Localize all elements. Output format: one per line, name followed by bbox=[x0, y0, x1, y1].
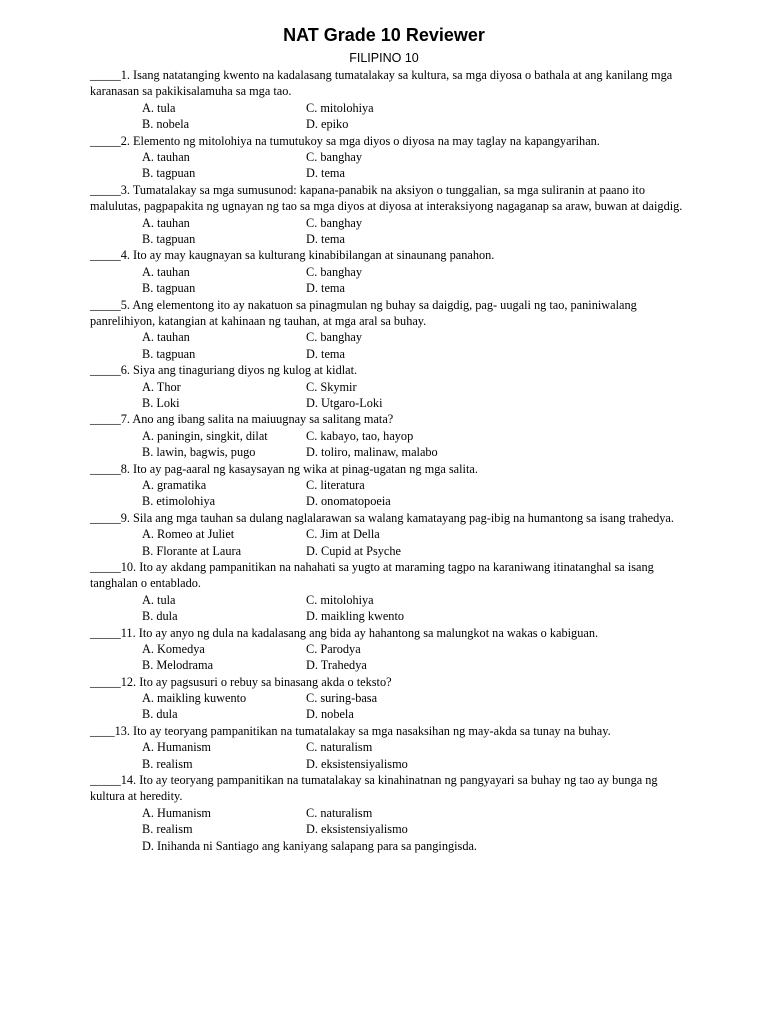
option-right: C. banghay bbox=[306, 330, 363, 345]
option-row bbox=[142, 231, 690, 247]
option-row bbox=[142, 346, 690, 362]
question-item bbox=[90, 247, 690, 296]
option-left: A. Humanism bbox=[142, 740, 211, 755]
question-text: Ito ay anyo ng dula na kadalasang ang bida ay hahantong sa malungkot na wakas o kabiguan. bbox=[138, 625, 599, 640]
option-row bbox=[142, 165, 690, 181]
option-left: A. tauhan bbox=[142, 264, 190, 279]
option-right: D. onomatopoeia bbox=[306, 494, 391, 509]
option-row bbox=[142, 477, 690, 493]
option-row bbox=[142, 280, 690, 296]
option-row bbox=[142, 657, 690, 673]
answer-options bbox=[142, 641, 690, 674]
answer-options bbox=[142, 805, 690, 838]
option-row bbox=[142, 821, 690, 837]
answer-options bbox=[142, 739, 690, 772]
option-right: D. nobela bbox=[306, 707, 354, 722]
option-left: B. nobela bbox=[142, 117, 190, 132]
question-item bbox=[90, 510, 690, 559]
option-right: D. tema bbox=[306, 231, 345, 246]
option-row bbox=[142, 100, 690, 116]
question-text: Isang natatanging kwento na kadalasang tumatalakay sa kultura, sa mga diyosa o bathala at ang kanilang mga karanasan sa pakikisalamuha sa mga tao. bbox=[90, 68, 673, 99]
option-row bbox=[142, 428, 690, 444]
option-left: B. etimolohiya bbox=[142, 494, 216, 509]
answer-options bbox=[142, 329, 690, 362]
option-left: A. tauhan bbox=[142, 215, 190, 230]
question-text: Elemento ng mitolohiya na tumutukoy sa mga diyos o diyosa na may taglay na kapangyarihan. bbox=[133, 133, 600, 148]
option-right: D. Cupid at Psyche bbox=[306, 543, 401, 558]
question-stem bbox=[90, 67, 690, 100]
option-right: C. banghay bbox=[306, 150, 363, 164]
option-right: D. Utgaro-Loki bbox=[306, 395, 383, 410]
question-text: Ito ay may kaugnayan sa kulturang kinabibilangan at sinaunang panahon. bbox=[133, 248, 495, 263]
question-stem bbox=[90, 182, 690, 215]
option-right: D. eksistensiyalismo bbox=[306, 756, 408, 771]
answer-options bbox=[142, 379, 690, 412]
answer-options bbox=[142, 526, 690, 559]
question-text: Ito ay akdang pampanitikan na nahahati sa yugto at maraming tagpo na karaniwang itinatanghal sa isang tanghalan o entablado. bbox=[90, 559, 654, 591]
question-text: Ito ay pagsusuri o rebuy sa binasang akda o teksto? bbox=[139, 674, 392, 689]
option-left: A. Komedya bbox=[142, 641, 205, 656]
option-row bbox=[142, 739, 690, 755]
question-number: _____14. bbox=[90, 773, 137, 788]
option-row bbox=[142, 493, 690, 509]
question-item bbox=[90, 67, 690, 133]
option-left: B. Melodrama bbox=[142, 658, 214, 673]
answer-options bbox=[142, 690, 690, 723]
question-number: _____9. bbox=[90, 510, 130, 525]
option-left: A. Thor bbox=[142, 379, 181, 394]
option-row bbox=[142, 444, 690, 460]
question-item bbox=[90, 559, 690, 625]
option-right: C. Skymir bbox=[306, 379, 357, 394]
option-row bbox=[142, 264, 690, 280]
answer-options bbox=[142, 592, 690, 625]
answer-options bbox=[142, 477, 690, 510]
option-left: B. lawin, bagwis, pugo bbox=[142, 445, 256, 460]
option-right: C. banghay bbox=[306, 215, 363, 230]
option-left: B. tagpuan bbox=[142, 281, 196, 296]
question-text: Siya ang tinaguriang diyos ng kulog at kidlat. bbox=[133, 363, 358, 378]
question-item bbox=[90, 411, 690, 460]
question-stem bbox=[90, 411, 690, 427]
option-right: D. tema bbox=[306, 346, 345, 361]
question-text: Ito ay pag-aaral ng kasaysayan ng wika at pinag-ugatan ng mga salita. bbox=[133, 461, 478, 476]
option-right: C. literatura bbox=[306, 477, 365, 492]
question-number: _____7. bbox=[90, 412, 130, 427]
option-left: A. paningin, singkit, dilat bbox=[142, 428, 268, 443]
question-stem bbox=[90, 625, 690, 641]
question-number: _____4. bbox=[90, 248, 130, 263]
question-stem bbox=[90, 772, 690, 805]
option-left: A. maikling kuwento bbox=[142, 691, 247, 706]
option-left: A. tauhan bbox=[142, 150, 190, 164]
option-left: B. tagpuan bbox=[142, 346, 196, 361]
question-text: Ito ay teoryang pampanitikan na tumatalakay sa mga nasaksihan ng may-akda sa tunay na buhay. bbox=[133, 723, 611, 738]
option-right: D. Trahedya bbox=[306, 658, 367, 673]
question-item bbox=[90, 772, 690, 854]
question-number: _____8. bbox=[90, 461, 130, 476]
option-row bbox=[142, 149, 690, 165]
option-row bbox=[142, 756, 690, 772]
question-item bbox=[90, 723, 690, 772]
answer-options bbox=[142, 215, 690, 248]
option-row bbox=[142, 215, 690, 231]
question-number: _____12. bbox=[90, 674, 137, 689]
option-right: D. tema bbox=[306, 281, 345, 296]
option-right: C. naturalism bbox=[306, 805, 373, 820]
question-number: _____11. bbox=[90, 625, 136, 640]
question-item bbox=[90, 297, 690, 363]
option-left: A. gramatika bbox=[142, 477, 207, 492]
question-number: ____13. bbox=[90, 723, 130, 738]
question-stem bbox=[90, 247, 690, 263]
option-left: B. tagpuan bbox=[142, 231, 196, 246]
question-item bbox=[90, 461, 690, 510]
option-left: B. tagpuan bbox=[142, 166, 196, 181]
question-list bbox=[90, 67, 690, 854]
question-stem bbox=[90, 510, 690, 526]
question-item bbox=[90, 625, 690, 674]
option-right: D. tema bbox=[306, 166, 345, 181]
extra-line: D. Inihanda ni Santiago ang kaniyang salapang para sa pangingisda. bbox=[142, 838, 477, 853]
question-number: _____5. bbox=[90, 297, 130, 312]
option-right: C. kabayo, tao, hayop bbox=[306, 428, 414, 443]
question-text: Tumatalakay sa mga sumusunod: kapana-panabik na aksiyon o tunggalian, sa mga suliranin at paano ito malulutas, pagpapakita ng ugnayan ng tao sa mga diyos at diyosa at interaksiyong nagaganap sa araw, buwan at daigdig. bbox=[90, 182, 683, 214]
page-subtitle: FILIPINO 10 bbox=[349, 51, 419, 65]
answer-options bbox=[142, 264, 690, 297]
option-left: A. tula bbox=[142, 100, 176, 115]
question-stem bbox=[90, 133, 690, 149]
option-row bbox=[142, 526, 690, 542]
question-number: _____1. bbox=[90, 68, 130, 82]
question-text: Ito ay teoryang pampanitikan na tumatalakay sa kinahinatnan ng pangyayari sa buhay ng tao ay bunga ng kultura at heredity. bbox=[90, 773, 658, 804]
question-item bbox=[90, 182, 690, 248]
question-item bbox=[90, 674, 690, 723]
option-row bbox=[142, 395, 690, 411]
question-number: _____10. bbox=[90, 559, 137, 574]
question-stem bbox=[90, 461, 690, 477]
question-stem bbox=[90, 723, 690, 739]
answer-options bbox=[142, 428, 690, 461]
option-row bbox=[142, 805, 690, 821]
option-row bbox=[142, 641, 690, 657]
option-left: B. Loki bbox=[142, 395, 180, 410]
option-right: C. mitolohiya bbox=[306, 592, 374, 607]
option-left: A. tauhan bbox=[142, 330, 190, 345]
option-row bbox=[142, 116, 690, 132]
option-row bbox=[142, 329, 690, 345]
question-item bbox=[90, 362, 690, 411]
option-right: C. Jim at Della bbox=[306, 527, 380, 542]
option-right: D. epiko bbox=[306, 117, 349, 132]
page-title: NAT Grade 10 Reviewer bbox=[283, 25, 485, 45]
option-row bbox=[142, 379, 690, 395]
question-stem bbox=[90, 559, 690, 592]
option-right: C. Parodya bbox=[306, 641, 361, 656]
option-right: C. suring-basa bbox=[306, 691, 378, 706]
option-row bbox=[142, 690, 690, 706]
option-right: D. eksistensiyalismo bbox=[306, 822, 408, 837]
question-stem bbox=[90, 674, 690, 690]
option-row bbox=[142, 543, 690, 559]
question-number: _____3. bbox=[90, 182, 130, 197]
option-row bbox=[142, 608, 690, 624]
option-right: C. mitolohiya bbox=[306, 100, 374, 115]
question-stem bbox=[90, 362, 690, 378]
question-item bbox=[90, 133, 690, 182]
option-left: B. realism bbox=[142, 756, 193, 771]
option-row bbox=[142, 706, 690, 722]
option-left: A. Romeo at Juliet bbox=[142, 527, 235, 542]
question-text: Ano ang ibang salita na maiuugnay sa salitang mata? bbox=[132, 412, 394, 427]
question-number: _____2. bbox=[90, 133, 130, 148]
option-right: C. naturalism bbox=[306, 740, 373, 755]
option-row bbox=[142, 592, 690, 608]
option-right: D. toliro, malinaw, malabo bbox=[306, 445, 438, 460]
question-stem bbox=[90, 297, 690, 330]
option-left: A. Humanism bbox=[142, 805, 211, 820]
question-text: Sila ang mga tauhan sa dulang naglalarawan sa walang kamatayang pag-ibig na humantong sa isang trahedya. bbox=[133, 510, 674, 525]
answer-options bbox=[142, 149, 690, 182]
option-left: B. realism bbox=[142, 822, 193, 837]
answer-options bbox=[142, 100, 690, 133]
option-left: A. tula bbox=[142, 592, 176, 607]
question-text: Ang elementong ito ay nakatuon sa pinagmulan ng buhay sa daigdig, pag- uugali ng tao, paniniwalang panrelihiyon, katangian at kahinaan ng tauhan, at mga aral sa buhay. bbox=[90, 297, 637, 328]
option-left: B. dula bbox=[142, 609, 178, 624]
option-left: B. Florante at Laura bbox=[142, 543, 242, 558]
question-number: _____6. bbox=[90, 363, 130, 378]
option-right: D. maikling kwento bbox=[306, 609, 405, 624]
option-right: C. banghay bbox=[306, 264, 363, 279]
option-left: B. dula bbox=[142, 707, 178, 722]
